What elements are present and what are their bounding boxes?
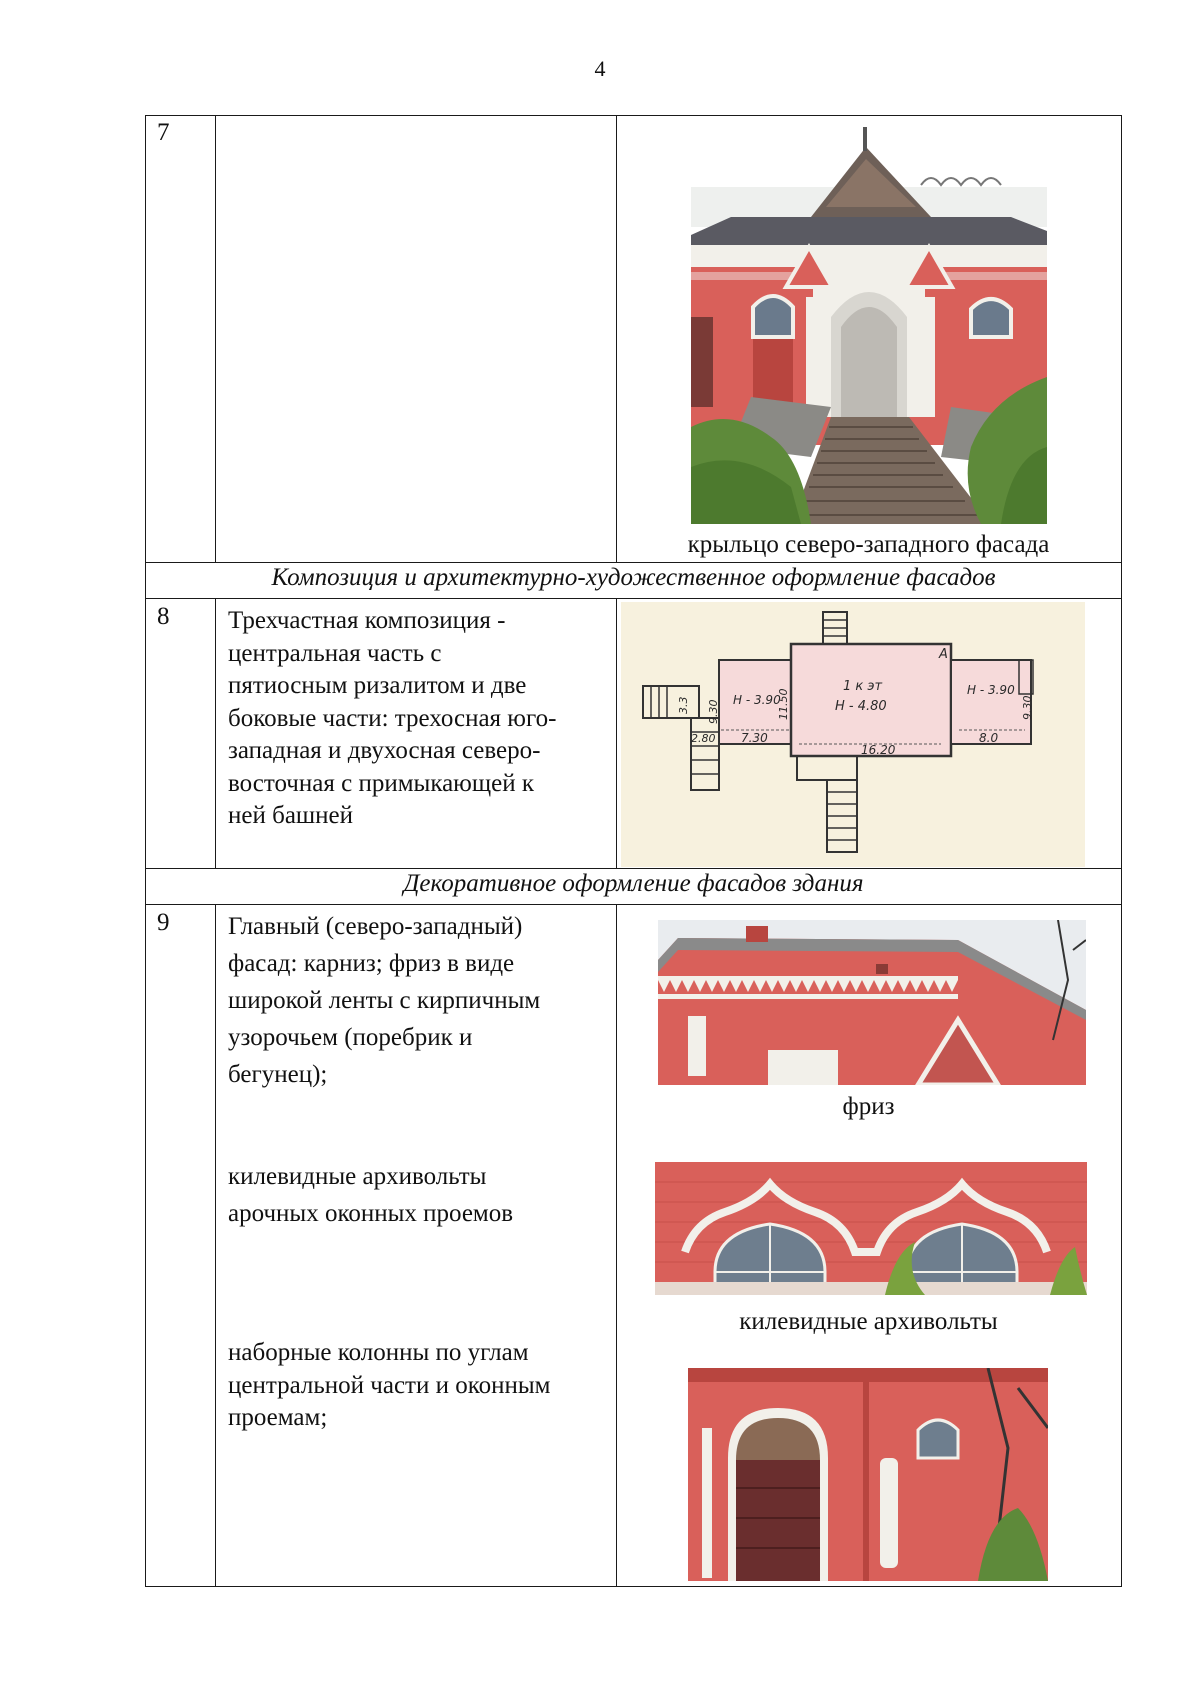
description-line: ней башней — [228, 802, 354, 829]
row-divider — [145, 868, 1122, 869]
row-divider — [145, 598, 1122, 599]
table-border-left — [145, 115, 146, 1587]
porch-photo — [691, 127, 1047, 524]
page-number: 4 — [594, 56, 606, 81]
description-line: боковые части: трехосная юго- — [228, 704, 557, 732]
row-number: 7 — [157, 119, 170, 146]
plan-label: Н - 3.90 — [967, 683, 1015, 697]
description-line: наборные колонны по углам — [228, 1339, 529, 1366]
plan-label: 3.3 — [677, 696, 690, 714]
column-divider-1 — [215, 598, 216, 868]
row-description — [228, 908, 613, 1093]
plan-label: 16.20 — [861, 743, 896, 757]
description-line: широкой ленты с кирпичным — [228, 987, 541, 1014]
description-line: проемам; — [228, 1404, 328, 1431]
column-divider-2 — [616, 115, 617, 562]
plan-label: 7.30 — [741, 731, 768, 745]
column-divider-2 — [616, 598, 617, 868]
row-divider — [145, 562, 1122, 563]
table-border-right — [1121, 115, 1122, 1587]
description-line: арочных оконных проемов — [228, 1200, 514, 1227]
description-line: центральная часть с — [228, 639, 442, 667]
plan-label: А — [939, 647, 948, 662]
description-line: западная и двухосная северо- — [228, 737, 541, 764]
row-description — [228, 605, 613, 833]
row-description — [228, 1158, 613, 1232]
plan-label: 2.80 — [691, 732, 716, 745]
description-line: бегунец); — [228, 1061, 328, 1088]
plan-label: 8.0 — [979, 731, 999, 745]
row-description — [228, 1337, 613, 1435]
section-heading: Декоративное оформление фасадов здания — [403, 870, 864, 897]
description-line: центральной части и оконным — [228, 1371, 551, 1399]
table-border-top — [145, 115, 1122, 116]
plan-label: Н - 3.90 — [733, 693, 781, 707]
description-line: узорочьем (поребрик и — [228, 1024, 473, 1051]
document-table — [145, 115, 1122, 1587]
description-line: килевидные архивольты — [228, 1163, 487, 1190]
row-number: 9 — [157, 909, 170, 936]
plan-label: Н - 4.80 — [835, 699, 887, 714]
frieze-photo — [658, 920, 1086, 1085]
column-divider-1 — [215, 115, 216, 562]
image-caption: крыльцо северо-западного фасада — [687, 531, 1050, 558]
description-line: Трехчастная композиция - — [228, 607, 506, 634]
image-caption: фриз — [842, 1093, 895, 1120]
plan-label: 9.30 — [1021, 695, 1034, 720]
description-line: пятиосным ризалитом и две — [228, 672, 527, 699]
description-line: фасад: карниз; фриз в виде — [228, 950, 515, 977]
description-line: Главный (северо-западный) — [228, 913, 523, 940]
section-heading: Композиция и архитектурно-художественное оформление фасадов — [271, 564, 996, 591]
floor-plan-image — [621, 602, 1085, 867]
columns-photo — [688, 1368, 1048, 1581]
plan-label: 9.30 — [707, 699, 720, 724]
image-caption: килевидные архивольты — [739, 1308, 998, 1335]
plan-label: 11.50 — [777, 688, 790, 720]
column-divider-2 — [616, 904, 617, 1587]
column-divider-1 — [215, 904, 216, 1587]
row-number: 8 — [157, 603, 170, 630]
table-border-bottom — [145, 1586, 1122, 1587]
plan-label: 1 к эт — [843, 679, 883, 694]
description-line: восточная с примыкающей к — [228, 769, 534, 797]
archivolt-photo — [655, 1162, 1087, 1295]
row-divider — [145, 904, 1122, 905]
